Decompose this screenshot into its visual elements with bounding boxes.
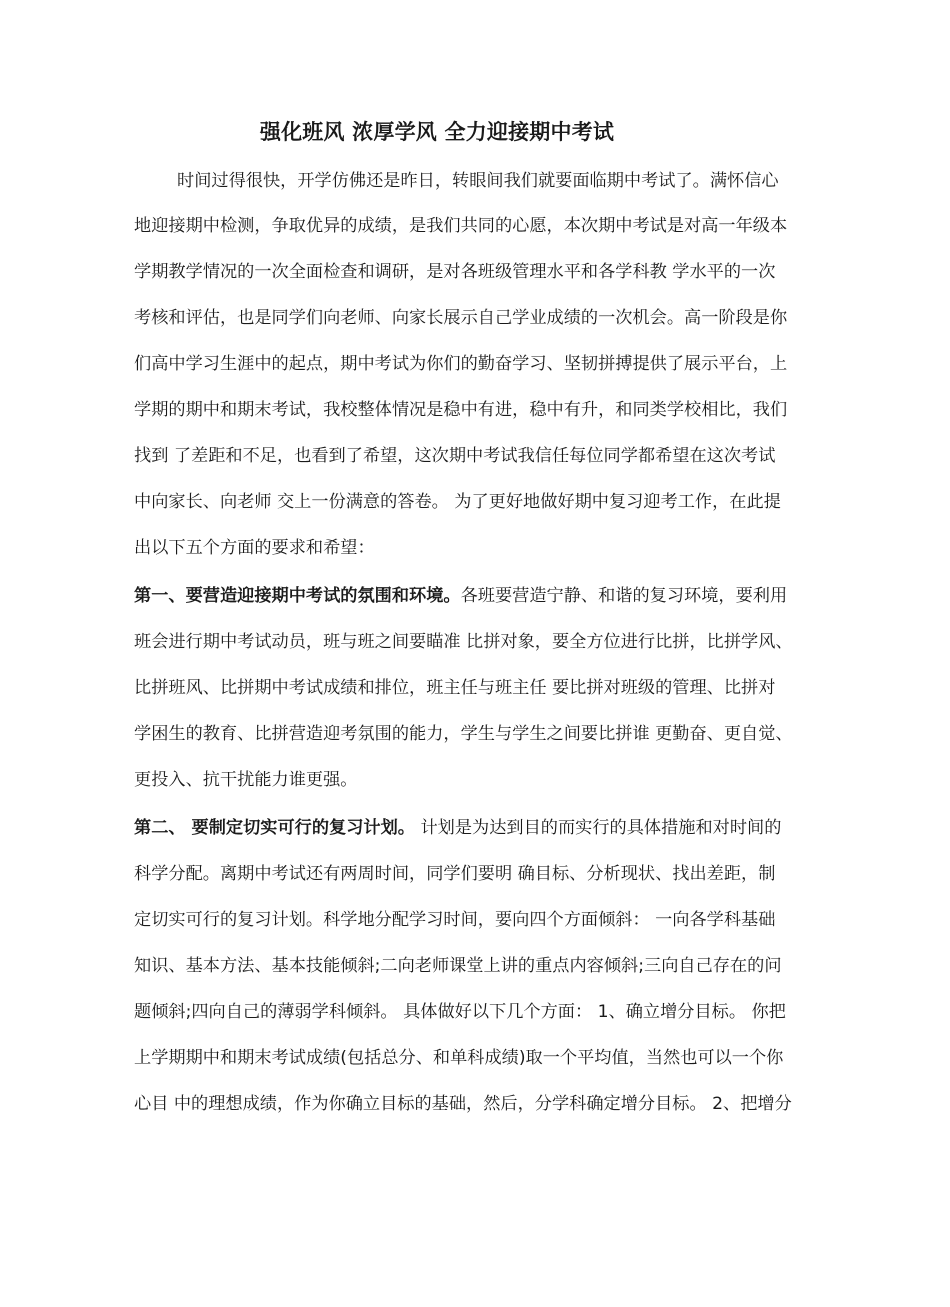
section-first-line <box>134 816 781 840</box>
section-text: 计划是为达到目的而实行的具体措施和对时间的 <box>415 818 782 838</box>
section-heading: 第二、 要制定切实可行的复习计划。 <box>134 818 415 838</box>
paragraph-line: 更投入、抗干扰能力谁更强。 <box>134 770 358 790</box>
paragraph-line: 学困生的教育、比拼营造迎考氛围的能力，学生与学生之间要比拼谁 更勤奋、更自觉、 <box>134 724 793 744</box>
document-title: 强化班风 浓厚学风 全力迎接期中考试 <box>259 120 615 144</box>
paragraph-line: 题倾斜;四向自己的薄弱学科倾斜。 具体做好以下几个方面： 1、确立增分目标。 你把 <box>134 1002 786 1022</box>
paragraph-line: 心目 中的理想成绩，作为你确立目标的基础，然后，分学科确定增分目标。 2、把增分 <box>134 1094 792 1114</box>
section-heading: 第一、要营造迎接期中考试的氛围和环境。 <box>134 586 461 606</box>
paragraph-line: 考核和评估，也是同学们向老师、向家长展示自己学业成绩的一次机会。高一阶段是你 <box>134 308 788 328</box>
section-first-line <box>134 584 787 608</box>
paragraph-line: 找到 了差距和不足，也看到了希望，这次期中考试我信任每位同学都希望在这次考试 <box>134 446 776 466</box>
paragraph-line: 中向家长、向老师 交上一份满意的答卷。 为了更好地做好期中复习迎考工作，在此提 <box>134 492 781 512</box>
paragraph-line: 上学期期中和期末考试成绩(包括总分、和单科成绩)取一个平均值，当然也可以一个你 <box>134 1048 784 1068</box>
paragraph-line: 比拼班风、比拼期中考试成绩和排位，班主任与班主任 要比拼对班级的管理、比拼对 <box>134 678 776 698</box>
paragraph-line: 出以下五个方面的要求和希望： <box>134 538 375 558</box>
paragraph-line: 们高中学习生涯中的起点，期中考试为你们的勤奋学习、坚韧拼搏提供了展示平台，上 <box>134 354 788 374</box>
paragraph-line: 科学分配。离期中考试还有两周时间，同学们要明 确目标、分析现状、找出差距，制 <box>134 864 776 884</box>
paragraph-line: 知识、基本方法、基本技能倾斜;二向老师课堂上讲的重点内容倾斜;三向自己存在的问 <box>134 956 782 976</box>
paragraph-line: 学期的期中和期末考试，我校整体情况是稳中有进，稳中有升，和同类学校相比，我们 <box>134 400 788 420</box>
paragraph-line: 时间过得很快，开学仿佛还是昨日，转眼间我们就要面临期中考试了。满怀信心 <box>177 171 779 191</box>
paragraph-line: 班会进行期中考试动员，班与班之间要瞄准 比拼对象，要全方位进行比拼，比拼学风、 <box>134 632 793 652</box>
paragraph-line: 地迎接期中检测，争取优异的成绩，是我们共同的心愿，本次期中考试是对高一年级本 <box>134 216 788 236</box>
paragraph-line: 定切实可行的复习计划。科学地分配学习时间，要向四个方面倾斜： 一向各学科基础 <box>134 910 776 930</box>
section-text: 各班要营造宁静、和谐的复习环境，要利用 <box>460 586 788 606</box>
paragraph-line: 学期教学情况的一次全面检查和调研，是对各班级管理水平和各学科教 学水平的一次 <box>134 262 776 282</box>
